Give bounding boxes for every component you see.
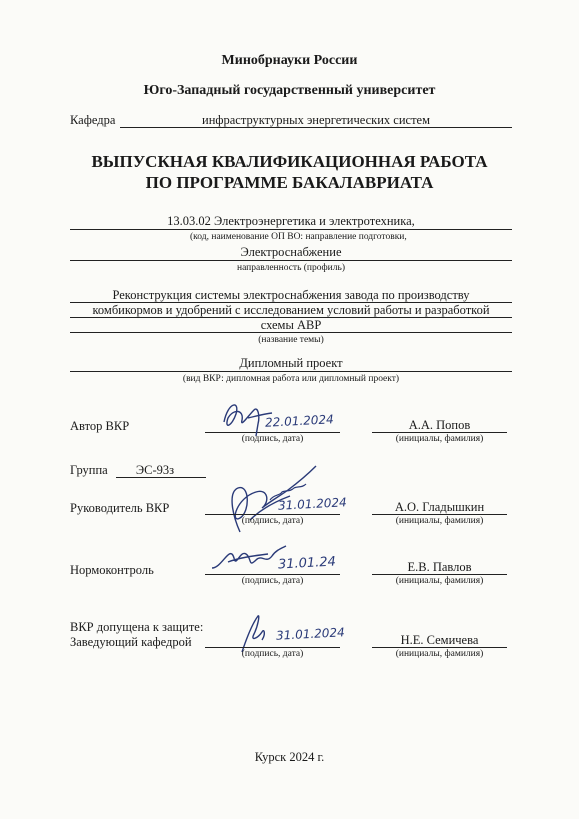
direction-caption: (код, наименование ОП ВО: направление подготовки, — [190, 232, 407, 242]
admission-label: ВКР допущена к защите: — [70, 620, 204, 634]
supervisor-sign-line — [205, 514, 340, 515]
topic-underline-3 — [70, 332, 512, 333]
author-name: А.А. Попов — [408, 418, 471, 432]
head-sign-date: 31.01.2024 — [275, 625, 346, 643]
direction-underline — [70, 229, 512, 230]
author-sign-date: 22.01.2024 — [264, 412, 335, 430]
work-type-underline — [70, 371, 512, 372]
topic-line3: схемы АВР — [260, 318, 322, 332]
topic-caption: (название темы) — [258, 335, 324, 345]
normcontrol-sign-line — [205, 574, 340, 575]
normcontrol-sign-caption: (подпись, дата) — [241, 576, 304, 586]
profile-caption: направленность (профиль) — [237, 263, 345, 273]
city-year: Курск 2024 г. — [254, 750, 325, 764]
work-type-value: Дипломный проект — [239, 356, 343, 370]
head-sign-caption: (подпись, дата) — [241, 649, 304, 659]
head-of-department-label: Заведующий кафедрой — [70, 635, 192, 649]
head-sign-line — [205, 647, 340, 648]
profile-underline — [70, 260, 512, 261]
normcontrol-name: Е.В. Павлов — [407, 560, 472, 574]
supervisor-label: Руководитель ВКР — [70, 501, 170, 515]
author-label: Автор ВКР — [70, 419, 130, 433]
supervisor-name-caption: (инициалы, фамилия) — [395, 516, 484, 526]
topic-line1: Реконструкция системы электроснабжения завода по производству — [112, 288, 470, 302]
normcontrol-label: Нормоконтроль — [70, 563, 154, 577]
document-title-line2: ПО ПРОГРАММЕ БАКАЛАВРИАТА — [145, 173, 434, 192]
supervisor-name: А.О. Гладышкин — [394, 500, 485, 514]
author-sign-caption: (подпись, дата) — [241, 434, 304, 444]
normcontrol-name-caption: (инициалы, фамилия) — [395, 576, 484, 586]
topic-line2: комбикормов и удобрений с исследованием условий работы и разработкой — [92, 303, 490, 317]
supervisor-sign-caption: (подпись, дата) — [241, 516, 304, 526]
direction-value: 13.03.02 Электроэнергетика и электротехника, — [167, 214, 415, 228]
ministry-title: Минобрнауки России — [221, 53, 358, 68]
department-value: инфраструктурных энергетических систем — [202, 113, 430, 127]
group-label: Группа — [70, 463, 108, 477]
work-type-caption: (вид ВКР: дипломная работа или дипломный проект) — [182, 374, 400, 384]
profile-value: Электроснабжение — [240, 245, 342, 259]
author-name-caption: (инициалы, фамилия) — [395, 434, 484, 444]
group-value: ЭС-93з — [135, 463, 175, 477]
supervisor-sign-date: 31.01.2024 — [277, 495, 348, 513]
university-title: Юго-Западный государственный университет — [143, 83, 436, 98]
normcontrol-sign-date: 31.01.24 — [277, 554, 337, 573]
head-name-caption: (инициалы, фамилия) — [395, 649, 484, 659]
document-title-line1: ВЫПУСКНАЯ КВАЛИФИКАЦИОННАЯ РАБОТА — [91, 152, 488, 171]
head-name: Н.Е. Семичева — [400, 633, 479, 647]
department-label: Кафедра — [70, 113, 116, 127]
